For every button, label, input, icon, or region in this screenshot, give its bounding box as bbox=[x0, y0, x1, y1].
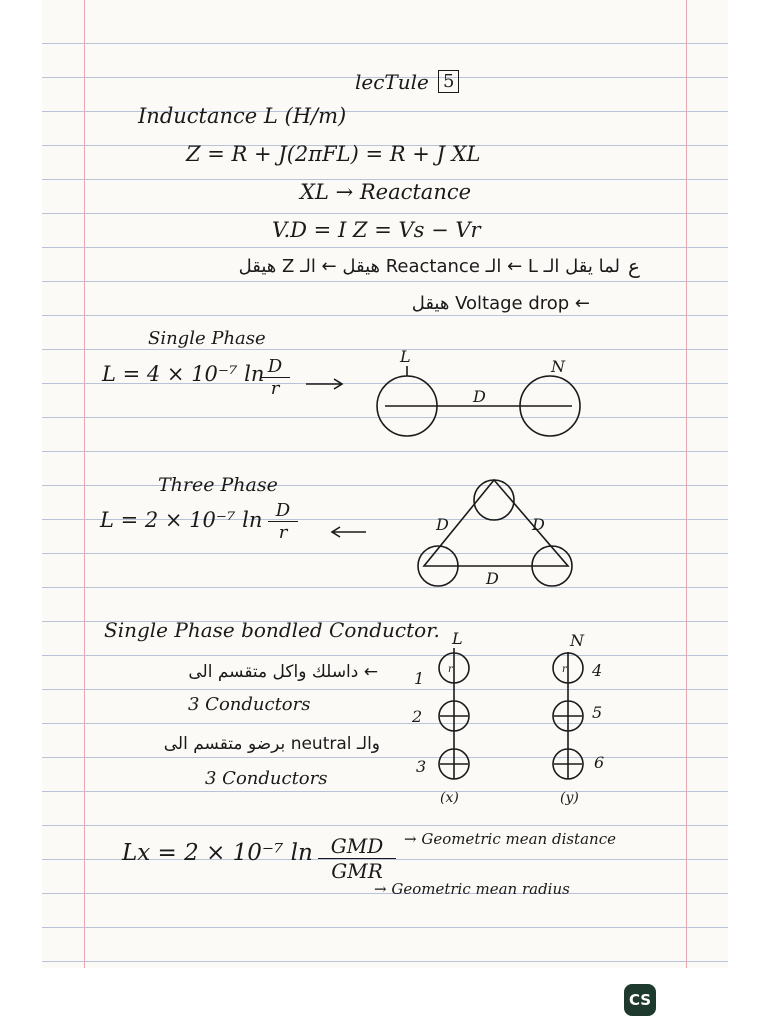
gmd-equation: Lx = 2 × 10⁻⁷ ln bbox=[122, 840, 313, 866]
radius-mark-y: r bbox=[562, 664, 567, 675]
fraction-numerator: GMD bbox=[318, 834, 396, 859]
bundle-num-3: 3 bbox=[416, 757, 427, 776]
single-label-line: L bbox=[400, 347, 411, 366]
arabic-note-neutral-split: والـ neutral برضو متقسم الى bbox=[163, 734, 380, 754]
inductance-heading: Inductance L (H/m) bbox=[138, 104, 347, 128]
bundle-num-5: 5 bbox=[592, 703, 603, 722]
bundle-group-x: (x) bbox=[440, 790, 459, 806]
three-label-bottom: D bbox=[486, 569, 499, 588]
fraction-denominator: GMR bbox=[331, 859, 383, 883]
arabic-note-line-split: ← داسلك واكل متقسم الى bbox=[188, 662, 378, 682]
three-label-right: D bbox=[532, 515, 545, 534]
bundle-label-neutral: N bbox=[570, 631, 584, 650]
bundle-num-2: 2 bbox=[412, 707, 423, 726]
lecture-number: 5 bbox=[438, 70, 459, 93]
fraction-denominator: r bbox=[270, 378, 280, 399]
bundle-label-line: L bbox=[452, 629, 463, 648]
bundle-num-1: 1 bbox=[414, 669, 425, 688]
arabic-note-reactance: لما يقل الـ L ← الـ Reactance هيقل ← الـ Z هيقل bbox=[238, 256, 620, 277]
radius-mark-x: r bbox=[448, 664, 453, 675]
bundled-conductor-heading: Single Phase bondled Conductor. bbox=[104, 618, 440, 642]
reactance-definition: XL → Reactance bbox=[300, 180, 472, 204]
fraction-denominator: r bbox=[278, 522, 288, 543]
gmr-definition: → Geometric mean radius bbox=[374, 880, 570, 898]
conductors-count-a: 3 Conductors bbox=[188, 694, 311, 715]
camscanner-badge: CS bbox=[624, 984, 656, 1016]
gmd-definition: → Geometric mean distance bbox=[404, 830, 616, 848]
arabic-note-marker: ع bbox=[628, 254, 640, 278]
fraction-numerator: D bbox=[268, 500, 298, 522]
bundle-num-4: 4 bbox=[592, 661, 603, 680]
bundle-group-y: (y) bbox=[560, 790, 579, 806]
voltage-drop-note: ← Voltage drop هيقل bbox=[411, 293, 590, 314]
lecture-label: lecTule bbox=[355, 70, 429, 94]
bundle-num-6: 6 bbox=[594, 753, 605, 772]
conductor-circle-top bbox=[474, 480, 514, 520]
three-phase-equation: L = 2 × 10⁻⁷ ln bbox=[100, 508, 263, 532]
single-phase-heading: Single Phase bbox=[148, 328, 266, 349]
fraction-numerator: D bbox=[260, 356, 290, 378]
voltage-drop-equation: V.D = I Z = Vs − Vr bbox=[272, 218, 481, 242]
three-phase-heading: Three Phase bbox=[158, 474, 278, 496]
single-phase-equation: L = 4 × 10⁻⁷ ln bbox=[102, 362, 265, 386]
impedance-equation: Z = R + J(2πFL) = R + J XL bbox=[186, 142, 481, 166]
three-label-left: D bbox=[436, 515, 449, 534]
single-label-neutral: N bbox=[551, 357, 565, 376]
single-label-distance: D bbox=[473, 387, 486, 406]
arrow-left-icon bbox=[332, 527, 366, 537]
arrow-right-icon bbox=[306, 379, 342, 389]
conductors-count-b: 3 Conductors bbox=[205, 768, 328, 789]
